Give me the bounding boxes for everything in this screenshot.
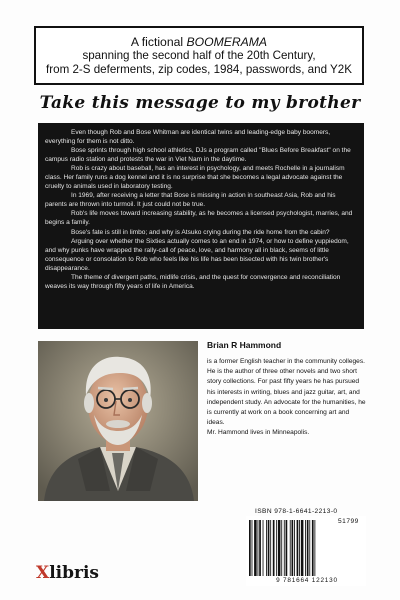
author-bio	[207, 357, 367, 439]
blurb-paragraph: The theme of divergent paths, midlife crisis, and the quest for convergence and reconciliation weaves its way through fifty years of life in America.	[45, 273, 341, 290]
publisher-logo-rest: libris	[49, 563, 99, 583]
barcode-bar	[292, 520, 294, 576]
barcode-bar	[254, 520, 257, 576]
synopsis-blurb	[38, 123, 364, 329]
tagline-line-2: spanning the second half of the 20th Century,	[82, 48, 316, 62]
barcode-bars	[248, 520, 340, 578]
barcode-panel	[246, 516, 366, 586]
blurb-paragraph: In 1969, after receiving a letter that Bose is missing in action in southeast Asia, Rob and his parents are thrown into turmoil. It just could not be true.	[45, 192, 336, 209]
barcode-bar	[259, 520, 261, 576]
barcode-bar	[309, 520, 310, 576]
barcode-bar	[305, 520, 306, 576]
barcode-bar	[249, 520, 251, 576]
barcode-bar	[258, 520, 259, 576]
barcode-bar	[278, 520, 281, 576]
barcode-bar	[266, 520, 267, 576]
barcode-bar	[299, 520, 300, 576]
tagline-line-3: from 2-S deferments, zip codes, 1984, passwords, and Y2K	[46, 62, 352, 76]
publisher-logo	[36, 563, 99, 583]
blurb-paragraph: Even though Rob and Bose Whitman are identical twins and leading-edge baby boomers, everything for them is not ditto.	[45, 129, 331, 146]
blurb-paragraph: Bose sprints through high school athletics, DJs a program called "Blues Before Breakfast" on the campus radio station and protests the war in Viet Nam in the daytime.	[45, 147, 351, 164]
barcode-bar	[263, 520, 264, 576]
isbn-label: ISBN 978-1-6641-2213-0	[255, 508, 338, 515]
barcode-bar	[297, 520, 299, 576]
barcode-bar	[284, 520, 285, 576]
barcode-bar	[268, 520, 270, 576]
barcode-bar	[276, 520, 277, 576]
blurb-paragraph: Rob is crazy about baseball, has an interest in psychology, and meets Rochelle in a journalism class. Her family runs a dog kennel and it is no surprise that she becomes a legal advocate against the cruelty to animals used in laboratory testing.	[45, 165, 345, 191]
barcode-bar	[290, 520, 291, 576]
author-photo	[38, 341, 198, 501]
barcode-bar	[314, 520, 315, 576]
author-bio-text: is a former English teacher in the community colleges. He is the author of three other novels and two short story collections. For past fifty years he has pursued his interests in writing, blues and jazz guitar, art, and independent study. An advocate for the humanities, he is currently at work on a book concerning art and ideas.	[207, 358, 366, 427]
blurb-paragraph: Arguing over whether the Sixties actually comes to an end in 1974, or how to define yuppiedom, and why punks have wrapped the rally-call of peace, love, and harmony all in black, seems of little consequence or consolation to Rob who feels like his life has been bisected with his twin brother's disappearance.	[45, 237, 349, 272]
price-code: 51799	[338, 518, 359, 525]
barcode-bar	[286, 520, 288, 576]
barcode-bar	[307, 520, 309, 576]
publisher-logo-initial: X	[36, 563, 50, 583]
book-title-headline: Take this message to my brother	[39, 93, 361, 113]
barcode-bar	[294, 520, 295, 576]
blurb-paragraph: Bose's fate is still in limbo; and why is Atsuko crying during the ride home from the cabin?	[71, 228, 330, 236]
tagline-box	[34, 26, 364, 85]
author-portrait-illustration	[38, 341, 198, 501]
barcode-bar	[281, 520, 282, 576]
tagline-line-1: A fictional BOOMERAMA	[130, 34, 268, 49]
author-name: Brian R Hammond	[207, 340, 282, 350]
barcode-bar	[252, 520, 253, 576]
barcode-bar	[273, 520, 275, 576]
barcode-number: 9 781664 122130	[276, 577, 338, 584]
barcode-bar	[301, 520, 304, 576]
blurb-paragraph: Rob's life moves toward increasing stability, as he becomes a licensed psychologist, marries, and begins a family.	[45, 210, 353, 227]
barcode-bar	[312, 520, 314, 576]
barcode-bar	[270, 520, 271, 576]
author-location: Mr. Hammond lives in Minneapolis.	[207, 429, 310, 437]
